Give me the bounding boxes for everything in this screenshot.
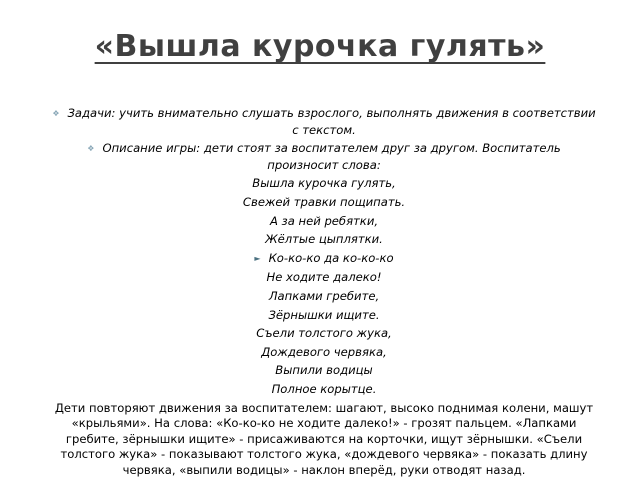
poem-line: Жёлтые цыплятки. bbox=[265, 232, 383, 247]
poem-line: Выпили водицы bbox=[275, 363, 373, 378]
diamond-bullet-icon: ❖ bbox=[87, 144, 95, 154]
tasks-paragraph bbox=[50, 106, 598, 138]
description-text: Описание игры: дети стоят за воспитателем друг за другом. Воспитатель произносит слова: bbox=[102, 141, 561, 172]
poem-line: Свежей травки пощипать. bbox=[242, 194, 406, 209]
poem-line: А за ней ребятки, bbox=[269, 213, 379, 228]
diamond-bullet-icon: ❖ bbox=[52, 109, 60, 118]
poem-line: Лапками гребите, bbox=[268, 288, 380, 303]
description-paragraph bbox=[50, 141, 598, 173]
poem-line: Вышла курочка гулять, bbox=[252, 176, 396, 191]
slide-title bbox=[0, 26, 640, 64]
game-instructions-paragraph: Дети повторяют движения за воспитателем: шагают, высоко поднимая колени, машут «крыльями». На слова: «Ко-ко-ко не ходите далеко!» - грозят пальцем. «Лапками гребите, зёрнышки ищите» - присаживаются на корточки, ищут зёрнышки. «Съели толстого жука» - показывают толстого жука, «дождевого червяка» - показать длину червяка, «выпили водицы» - наклон вперёд, руки отводят назад. bbox=[54, 400, 594, 477]
poem-line: Полное корытце. bbox=[271, 381, 377, 396]
slide-content bbox=[50, 106, 598, 478]
poem-line-text: Ко-ко-ко да ко-ко-ко bbox=[268, 250, 394, 265]
slide-title-text: «Вышла курочка гулять» bbox=[94, 29, 546, 64]
poem-line-bulleted bbox=[50, 251, 598, 268]
tasks-text: Задачи: учить внимательно слушать взрослого, выполнять движения в соответствии с текстом. bbox=[67, 106, 596, 137]
triangle-bullet-icon: ► bbox=[254, 253, 261, 263]
poem-line: Зёрнышки ищите. bbox=[268, 307, 380, 322]
poem-line: Съели толстого жука, bbox=[256, 326, 392, 341]
poem-line: Дождевого червяка, bbox=[261, 344, 387, 359]
poem-line: Не ходите далеко! bbox=[266, 270, 382, 285]
